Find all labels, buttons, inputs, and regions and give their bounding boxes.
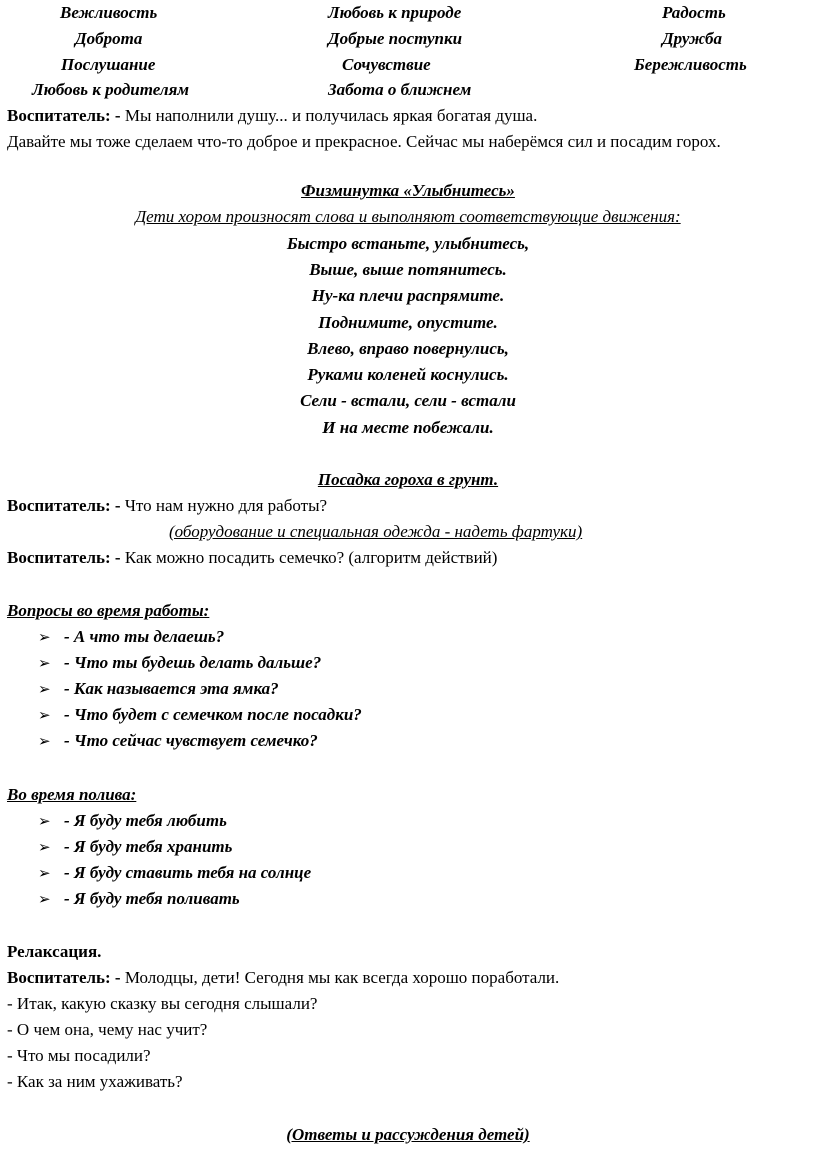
list-item xyxy=(38,705,362,725)
arrow-bullet-icon: ➢ xyxy=(38,680,51,698)
fizminutka-instruction: Дети хором произносят слова и выполняют соответствующие движения: xyxy=(135,207,681,226)
arrow-bullet-icon: ➢ xyxy=(38,706,51,724)
virtue-item: Бережливость xyxy=(634,55,747,74)
speaker-label: Воспитатель: - xyxy=(7,548,121,567)
list-item xyxy=(38,653,321,673)
virtue-item: Вежливость xyxy=(60,3,158,22)
arrow-bullet-icon: ➢ xyxy=(38,838,51,856)
speaker-label: Воспитатель: - xyxy=(7,968,121,987)
speaker-label: Воспитатель: - xyxy=(7,106,121,125)
question-text: Что нам нужно для работы? xyxy=(120,496,328,515)
arrow-bullet-icon: ➢ xyxy=(38,732,51,750)
verse-line: Ну-ка плечи распрямите. xyxy=(311,286,505,305)
list-item xyxy=(38,627,224,647)
arrow-bullet-icon: ➢ xyxy=(38,812,51,830)
relaxation-line xyxy=(7,968,559,988)
arrow-bullet-icon: ➢ xyxy=(38,864,51,882)
list-item-text: - Что будет с семечком после посадки? xyxy=(64,705,362,724)
virtue-item: Послушание xyxy=(61,55,156,74)
list-item-text: - Что сейчас чувствует семечко? xyxy=(64,731,318,750)
speaker-label: Воспитатель: - xyxy=(7,496,121,515)
arrow-bullet-icon: ➢ xyxy=(38,890,51,908)
list-item xyxy=(38,811,227,831)
virtue-item: Любовь к природе xyxy=(328,3,462,22)
verse-line: Поднимите, опустите. xyxy=(318,313,498,332)
planting-question-2 xyxy=(7,548,497,568)
arrow-bullet-icon: ➢ xyxy=(38,628,51,646)
virtue-item: Любовь к родителям xyxy=(32,80,190,99)
verse-line: Влево, вправо повернулись, xyxy=(307,339,509,358)
relaxation-question: - Как за ним ухаживать? xyxy=(7,1072,183,1091)
relaxation-text: Молодцы, дети! Сегодня мы как всегда хорошо поработали. xyxy=(120,968,560,987)
list-item-text: - А что ты делаешь? xyxy=(64,627,225,646)
question-text: Как можно посадить семечко? (алгоритм действий) xyxy=(120,548,498,567)
list-item xyxy=(38,863,311,883)
list-item-text: - Как называется эта ямка? xyxy=(64,679,279,698)
virtue-item: Доброта xyxy=(75,29,143,48)
verse-line: Сели - встали, сели - встали xyxy=(300,391,516,410)
relaxation-question: - О чем она, чему нас учит? xyxy=(7,1020,208,1039)
fizminutka-title: Физминутка «Улыбнитесь» xyxy=(301,181,515,200)
virtue-item: Дружба xyxy=(662,29,722,48)
virtue-item: Сочувствие xyxy=(342,55,431,74)
list-item xyxy=(38,731,318,751)
relaxation-question: - Что мы посадили? xyxy=(7,1046,151,1065)
work-questions-title: Вопросы во время работы: xyxy=(7,601,210,620)
virtue-item: Радость xyxy=(662,3,726,22)
virtue-item: Забота о ближнем xyxy=(328,80,472,99)
intro-paragraph xyxy=(7,103,807,129)
planting-answer: (оборудование и специальная одежда - надеть фартуки) xyxy=(169,522,583,541)
intro-paragraph-2: Давайте мы тоже сделаем что-то доброе и прекрасное. Сейчас мы наберёмся сил и посадим горох. xyxy=(7,132,721,151)
relaxation-question: - Итак, какую сказку вы сегодня слышали? xyxy=(7,994,318,1013)
list-item-text: - Я буду ставить тебя на солнце xyxy=(64,863,312,882)
planting-title: Посадка гороха в грунт. xyxy=(317,470,499,489)
verse-line: Выше, выше потянитесь. xyxy=(309,260,507,279)
closing-note: (Ответы и рассуждения детей) xyxy=(286,1125,530,1144)
virtue-item: Добрые поступки xyxy=(328,29,463,48)
relaxation-title: Релаксация. xyxy=(7,942,102,961)
list-item xyxy=(38,889,240,909)
list-item xyxy=(38,837,232,857)
verse-line: И на месте побежали. xyxy=(322,418,494,437)
list-item-text: - Я буду тебя любить xyxy=(64,811,227,830)
list-item xyxy=(38,679,279,699)
intro-line: Мы наполнили душу... и получилась яркая богатая душа. xyxy=(120,106,538,125)
list-item-text: - Я буду тебя хранить xyxy=(64,837,233,856)
verse-line: Руками коленей коснулись. xyxy=(307,365,509,384)
planting-question-1 xyxy=(7,496,327,516)
verse-line: Быстро встаньте, улыбнитесь, xyxy=(286,234,530,253)
list-item-text: - Что ты будешь делать дальше? xyxy=(64,653,322,672)
list-item-text: - Я буду тебя поливать xyxy=(64,889,240,908)
watering-title: Во время полива: xyxy=(7,785,137,804)
arrow-bullet-icon: ➢ xyxy=(38,654,51,672)
